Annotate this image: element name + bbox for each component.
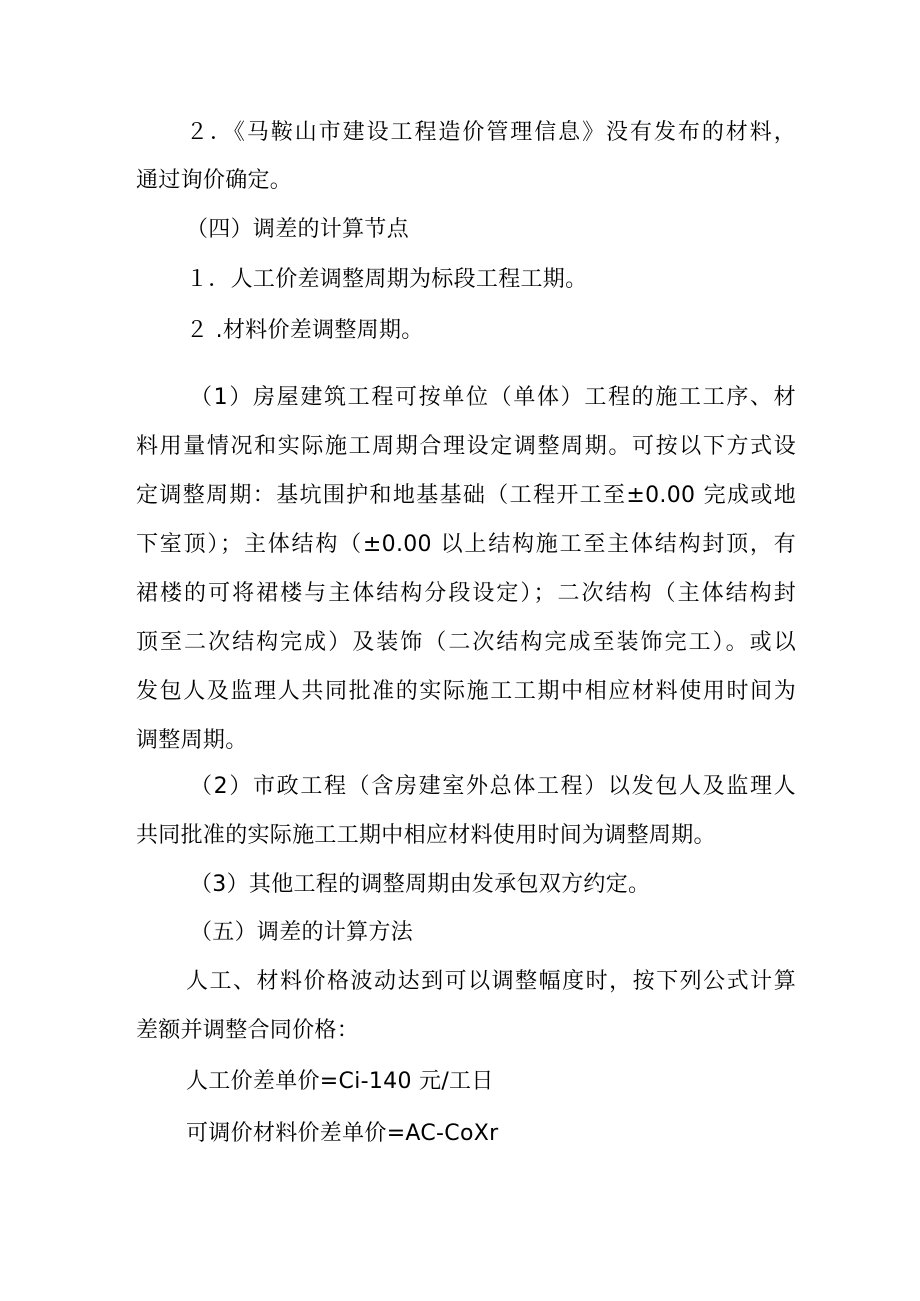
text-line-7: 料用量情况和实际施工周期合理设定调整周期。可按以下方式设 (136, 434, 796, 459)
text-line-2: 通过询价确定。 (136, 168, 293, 193)
text-line-13: 调整周期。 (136, 728, 248, 753)
text-line-4: １．人工价差调整周期为标段工程工期。 (186, 267, 588, 292)
text-line-6: （1）房屋建筑工程可按单位（单体）工程的施工工序、材 (190, 385, 796, 410)
text-line-10: 裙楼的可将裙楼与主体结构分段设定）；二次结构（主体结构封 (136, 581, 796, 606)
text-line-12: 发包人及监理人共同批准的实际施工工期中相应材料使用时间为 (136, 679, 796, 704)
text-line-9: 下室顶）；主体结构（±0.00 以上结构施工至主体结构封顶，有 (136, 532, 796, 557)
text-line-11: 顶至二次结构完成）及装饰（二次结构完成至装饰完工）。或以 (136, 630, 796, 655)
text-line-14: （2）市政工程（含房建室外总体工程）以发包人及监理人 (190, 774, 796, 799)
text-line-5: ２ .材料价差调整周期。 (186, 318, 424, 343)
section-heading-5: （五）调差的计算方法 (190, 920, 414, 945)
section-heading-4: （四）调差的计算节点 (186, 217, 410, 242)
text-line-16: （3）其他工程的调整周期由发承包双方约定。 (190, 872, 651, 897)
formula-labor: 人工价差单价=Ci-140 元/工日 (186, 1069, 494, 1094)
text-line-8: 定调整周期：基坑围护和地基基础（工程开工至±0.00 完成或地 (136, 483, 796, 508)
text-line-1: ２．《马鞍山市建设工程造价管理信息》没有发布的材料， (186, 120, 796, 145)
text-line-15: 共同批准的实际施工工期中相应材料使用时间为调整周期。 (136, 823, 716, 848)
formula-material: 可调价材料价差单价=AC-CoXr (186, 1121, 499, 1146)
text-line-18: 人工、材料价格波动达到可以调整幅度时，按下列公式计算 (186, 969, 796, 994)
text-line-19: 差额并调整合同价格： (136, 1018, 360, 1043)
